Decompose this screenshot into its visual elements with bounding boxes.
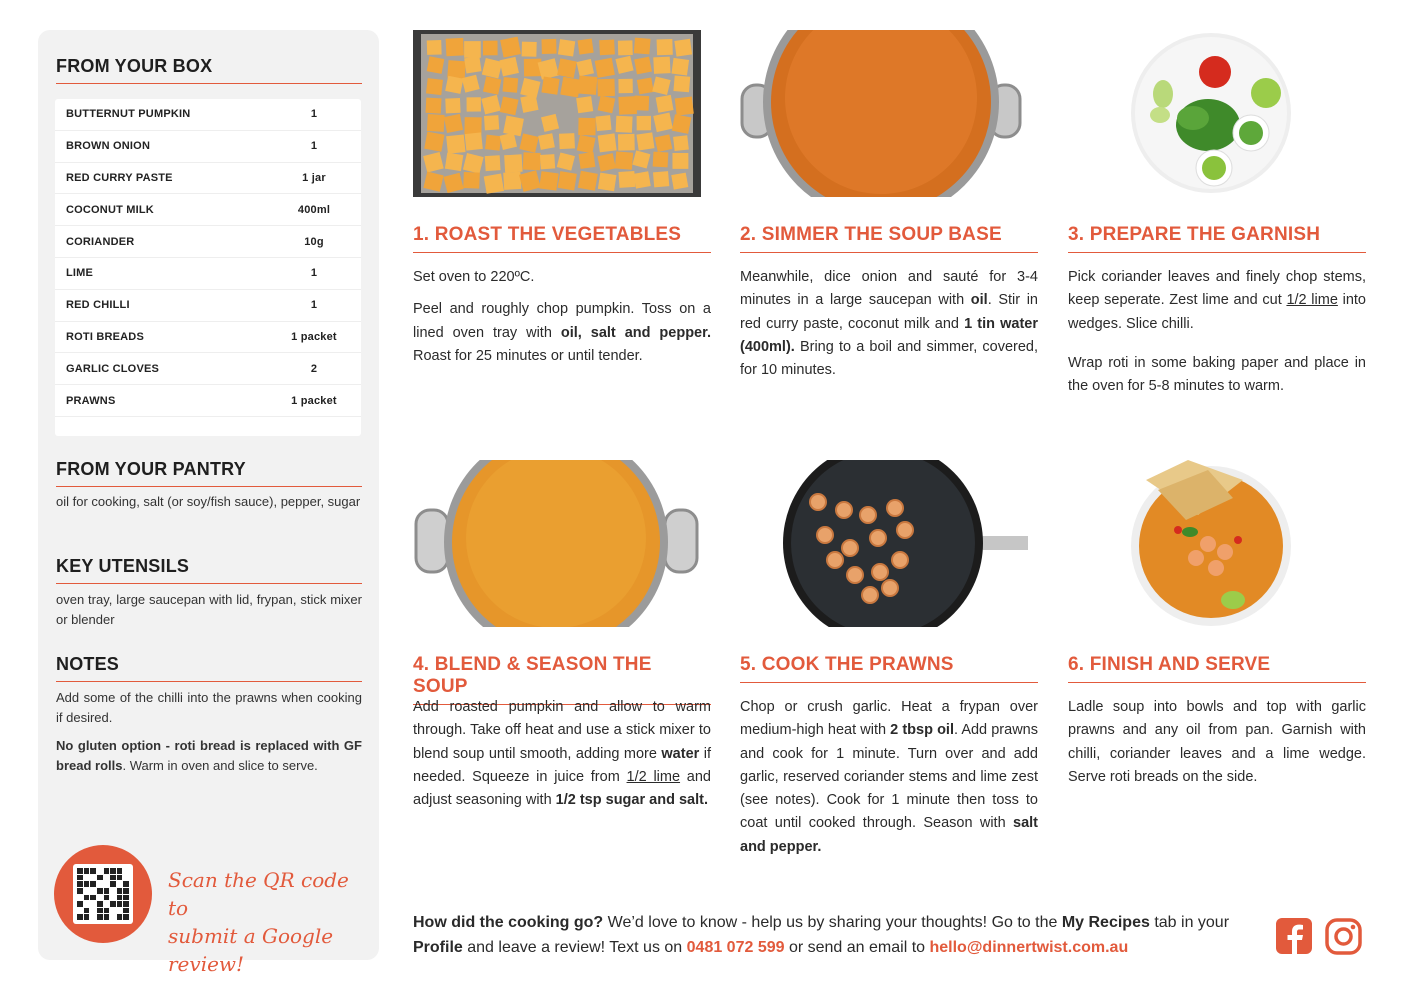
table-row <box>55 353 361 385</box>
step-2-text-a: Meanwhile, dice onion and sauté for 3-4 minutes in a large saucepan with <box>740 269 1038 309</box>
step-4-text-b: water <box>661 745 700 762</box>
step-1-text-a: Peel and roughly chop pumpkin. Toss on a lined oven tray with <box>413 301 711 341</box>
instagram-icon[interactable] <box>1325 918 1363 956</box>
pantry-text: oil for cooking, salt (or soy/fish sauce), pepper, sugar <box>56 494 361 509</box>
step-4-text-e: and adjust seasoning with <box>413 768 711 809</box>
ingredient-qty: 1 packet <box>291 394 337 407</box>
step-2-text-e: Bring to a boil and simmer, covered, for 10 minutes. <box>740 338 1038 379</box>
step-3-text-c: into wedges. Slice chilli. <box>1068 292 1366 332</box>
qr-caption-line2: submit a Google review! <box>168 924 334 976</box>
ingredient-name: CORIANDER <box>66 235 135 248</box>
qr-code-icon[interactable] <box>73 864 133 924</box>
ingredient-qty: 10g <box>304 235 324 248</box>
pantry-title: FROM YOUR PANTRY <box>56 459 362 487</box>
ingredient-name: ROTI BREADS <box>66 330 144 343</box>
ingredient-qty: 1 jar <box>302 171 326 184</box>
footer-email-link[interactable]: hello@dinnertwist.com.au <box>929 939 1129 956</box>
gluten-note-bold: No gluten option - roti bread is replaced with GF bread rolls <box>56 738 362 773</box>
ingredient-name: GARLIC CLOVES <box>66 362 160 375</box>
step-1-roast-text <box>413 298 711 368</box>
table-row <box>55 258 361 290</box>
ingredient-qty: 1 <box>310 299 318 312</box>
finished-soup-bowl-photo <box>1068 460 1356 627</box>
garnish-plate-photo <box>1068 30 1356 197</box>
step-1-text-c: Roast for 25 minutes or until tender. <box>413 347 643 364</box>
gluten-note-rest: . Warm in oven and slice to serve. <box>122 758 318 773</box>
box-title: FROM YOUR BOX <box>56 56 362 84</box>
step-2-text-c: . Stir in red curry paste, coconut milk and <box>740 292 1038 332</box>
roast-vegetables-photo <box>413 30 701 197</box>
table-row <box>55 131 361 163</box>
step-5-title: 5. COOK THE PRAWNS <box>740 654 1038 683</box>
footer-my-recipes: My Recipes <box>1061 914 1150 931</box>
step-4-title: 4. BLEND & SEASON THE SOUP <box>413 654 711 705</box>
ingredient-name: BROWN ONION <box>66 140 151 153</box>
prawns-frypan-photo <box>740 460 1028 627</box>
table-row <box>55 385 361 417</box>
notes-text: Add some of the chilli into the prawns when cooking if desired. <box>56 690 362 725</box>
footer-question: How did the cooking go? <box>413 914 604 931</box>
table-row <box>55 226 361 258</box>
step-3-title: 3. PREPARE THE GARNISH <box>1068 224 1366 253</box>
ingredient-qty: 2 <box>310 362 318 375</box>
step-3-text-b: 1/2 lime <box>1286 292 1338 309</box>
step-5-text-c: . Add prawns and cook for 1 minute. Turn over and add garlic, reserved coriander stems and lime zest (see notes). Cook for 1 minute then toss to coat until cooked through. Season with <box>740 722 1038 832</box>
box-ingredients-table <box>55 99 361 436</box>
step-5-body <box>740 696 1038 868</box>
step-5-text-a: Chop or crush garlic. Heat a frypan over medium-high heat with <box>740 699 1038 739</box>
step-3-text-a: Pick coriander leaves and finely chop stems, keep seperate. Zest lime and cut <box>1068 269 1366 309</box>
notes-title: NOTES <box>56 654 362 682</box>
ingredients-sidebar <box>38 30 379 976</box>
step-4-body <box>413 696 711 821</box>
footer-text-4: or send an email to <box>784 939 930 956</box>
review-footer <box>413 910 1263 960</box>
saucepan-soup-photo <box>740 30 1028 197</box>
ingredient-name: RED CHILLI <box>66 299 130 312</box>
ingredient-name: BUTTERNUT PUMPKIN <box>66 108 191 121</box>
step-1-oven-text: Set oven to 220ºC. <box>413 269 535 285</box>
step-4-text-f: 1/2 tsp sugar and salt. <box>555 792 708 809</box>
qr-code-badge[interactable] <box>54 845 152 943</box>
step-4-text-d: 1/2 lime <box>626 768 681 785</box>
table-row <box>55 163 361 195</box>
step-6-text-a: Ladle soup into bowls and top with garlic prawns and any oil from pan. Garnish with chilli, coriander leaves and a lime wedge. Serve roti breads on the side. <box>1068 699 1366 785</box>
step-2-title: 2. SIMMER THE SOUP BASE <box>740 224 1038 253</box>
step-4-text-c: if needed. Squeeze in juice from <box>413 745 711 785</box>
ingredient-qty: 1 <box>310 267 318 280</box>
table-row <box>55 99 361 131</box>
step-5-text-b: 2 tbsp oil <box>890 722 954 739</box>
ingredient-qty: 1 packet <box>291 330 337 343</box>
step-1-text-b: oil, salt and pepper. <box>560 324 711 341</box>
ingredient-name: LIME <box>66 267 94 280</box>
step-3-roti-text: Wrap roti in some baking paper and place in the oven for 5-8 minutes to warm. <box>1068 354 1366 395</box>
step-1-body <box>413 266 711 377</box>
step-6-title: 6. FINISH AND SERVE <box>1068 654 1366 683</box>
ingredient-name: PRAWNS <box>66 394 116 407</box>
step-3-body <box>1068 266 1366 407</box>
step-6-body <box>1068 696 1366 798</box>
table-row <box>55 322 361 354</box>
qr-caption <box>168 866 368 978</box>
step-2-text-d: 1 tin water (400ml). <box>740 315 1038 355</box>
utensils-text: oven tray, large saucepan with lid, frypan, stick mixer or blender <box>56 592 362 627</box>
facebook-icon[interactable] <box>1276 918 1314 956</box>
table-row <box>55 290 361 322</box>
step-4-text-a: Add roasted pumpkin and allow to warm through. Take off heat and use a stick mixer to blend soup until smooth, adding more <box>413 699 711 762</box>
blended-soup-photo <box>413 460 701 627</box>
table-row <box>55 194 361 226</box>
step-5-text-d: salt and pepper. <box>740 815 1038 855</box>
qr-caption-line1: Scan the QR code to <box>168 868 349 920</box>
ingredient-qty: 400ml <box>297 203 331 216</box>
footer-text-3: and leave a review! Text us on <box>462 939 687 956</box>
gluten-note <box>56 736 362 776</box>
ingredient-name: RED CURRY PASTE <box>66 171 173 184</box>
ingredient-qty: 1 <box>310 108 318 121</box>
ingredient-qty: 1 <box>310 140 318 153</box>
step-1-title: 1. ROAST THE VEGETABLES <box>413 224 711 253</box>
utensils-title: KEY UTENSILS <box>56 556 362 584</box>
step-2-text-b: oil <box>970 292 988 309</box>
footer-phone-link[interactable]: 0481 072 599 <box>686 939 785 956</box>
ingredient-name: COCONUT MILK <box>66 203 154 216</box>
footer-text-2: tab in your <box>1149 914 1230 931</box>
footer-profile: Profile <box>413 939 463 956</box>
step-2-body <box>740 266 1038 391</box>
footer-text-1: We’d love to know - help us by sharing your thoughts! Go to the <box>603 914 1062 931</box>
